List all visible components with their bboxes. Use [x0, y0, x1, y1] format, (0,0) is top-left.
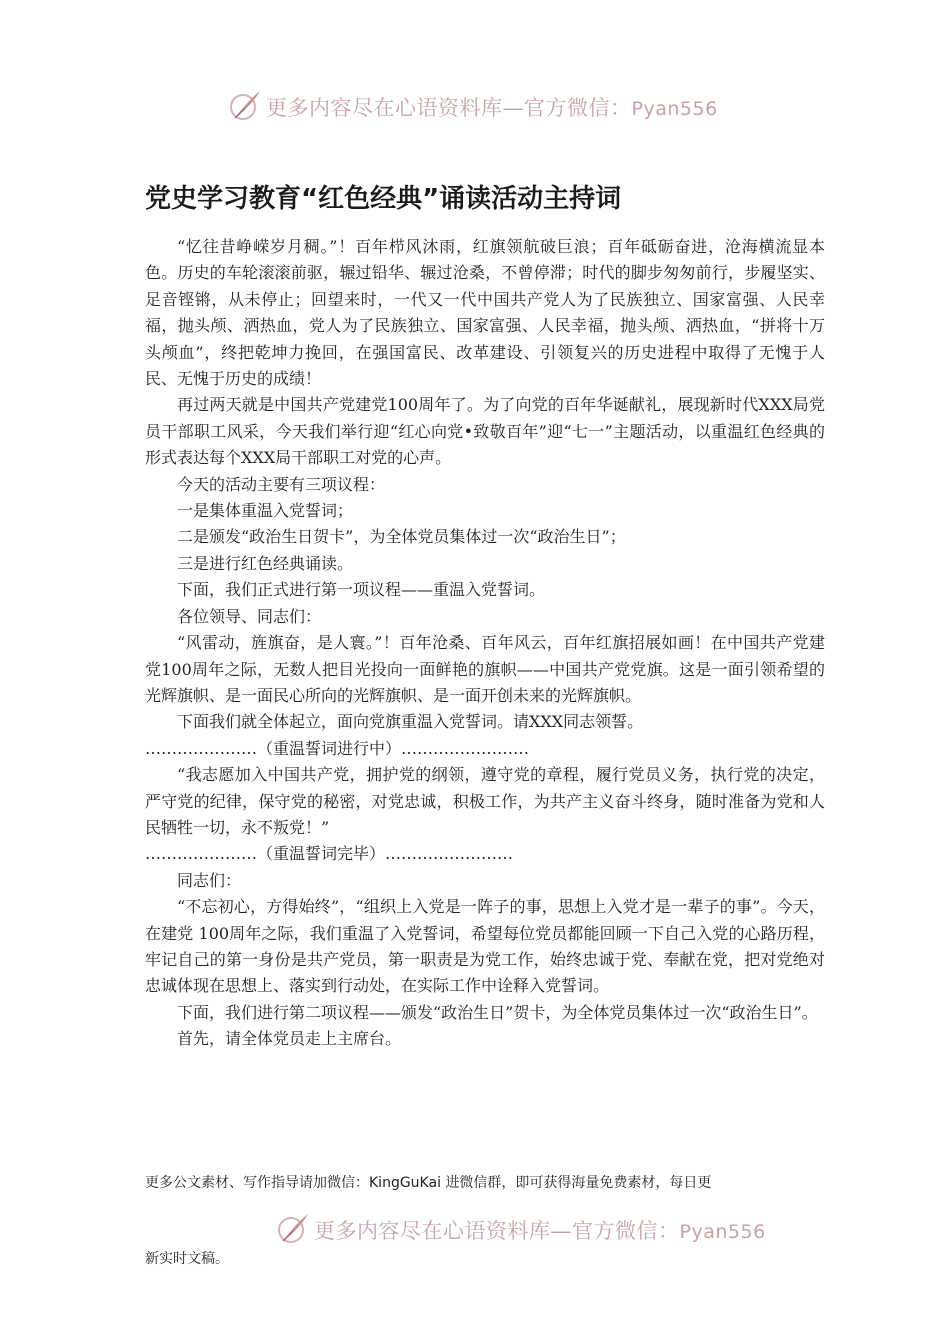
watermark-text: 更多内容尽在心语资料库—官方微信：Pyan556 [314, 1219, 766, 1243]
watermark-banner-top [0, 86, 950, 126]
paragraph: “忆往昔峥嵘岁月稠。”！百年栉风沐雨，红旗领航破巨浪；百年砥砺奋进，沧海横流显本色。历史的车轮滚滚前驱，辗过铅华、辗过沧桑，不曾停滞；时代的脚步匆匆前行，步履坚实、足音铿锵，从未停止；回望来时，一代又一代中国共产党人为了民族独立、国家富强、人民幸福，抛头颅、洒热血，党人为了民族独立、国家富强、人民幸福，抛头颅、洒热血，“拼将十万头颅血”，终把乾坤力挽回，在强国富民、改革建设、引领复兴的历史进程中取得了无愧于人民、无愧于历史的成绩！ [145, 237, 825, 389]
watermark-banner-bottom [0, 1209, 950, 1249]
wechat-id: Pyan556 [631, 98, 718, 120]
wechat-id: Pyan556 [679, 1221, 766, 1243]
page-title: 党史学习教育“红色经典”诵读活动主持词 [145, 184, 622, 214]
paragraph: “不忘初心，方得始终”，“组织上入党是一阵子的事，思想上入党才是一辈子的事”。今天，在建党 100周年之际，我们重温了入党誓词，希望每位党员都能回顾一下自己入党的心路历程，牢记自己的第一身份是共产党员，第一职责是为党工作，始终忠诚于党、奉献在党，把对党绝对忠诚体现在思想上、落实到行动处，在实际工作中诠释入党誓词。 [145, 897, 825, 996]
oath-text: “我志愿加入中国共产党，拥护党的纲领，遵守党的章程，履行党员义务，执行党的决定，严守党的纪律，保守党的秘密，对党忠诚，积极工作，为共产主义奋斗终身，随时准备为党和人民牺牲一切，永不叛党！” [145, 765, 825, 837]
paragraph: 今天的活动主要有三项议程： [177, 474, 386, 494]
footer-note: 更多公文素材、写作指导请加微信：KingGuKai 进微信群，即可获得海量免费素材，每日更 [145, 1175, 712, 1191]
footer-note-continued: 新实时文稿。 [145, 1251, 229, 1267]
paragraph: 一是集体重温入党誓词； [177, 501, 354, 521]
watermark-text: 更多内容尽在心语资料库—官方微信：Pyan556 [266, 96, 718, 120]
paragraph: 各位领导、同志们： [177, 606, 322, 626]
paragraph: 同志们： [177, 870, 242, 890]
paragraph: 再过两天就是中国共产党建党100周年了。为了向党的百年华诞献礼，展现新时代XXX局党员干部职工风采，今天我们举行迎“红心向党•致敬百年”迎“七一”主题活动，以重温红色经典的形式表达每个XXX局干部职工对党的心声。 [145, 395, 825, 468]
document-body [145, 234, 825, 1053]
paragraph: 三是进行红色经典诵读。 [177, 553, 354, 573]
paragraph: 二是颁发“政治生日贺卡”，为全体党员集体过一次“政治生日”； [177, 527, 626, 547]
paragraph: 下面，我们正式进行第一项议程——重温入党誓词。 [177, 580, 546, 600]
paragraph: 下面，我们进行第二项议程——颁发“政治生日”贺卡，为全体党员集体过一次“政治生日”。 [177, 1002, 818, 1022]
quill-logo-icon [275, 1211, 311, 1247]
paragraph: 首先，请全体党员走上主席台。 [177, 1029, 402, 1049]
oath-in-progress-divider: …………………（重温誓词进行中）…………………… [145, 738, 530, 758]
paragraph: “风雷动，旌旗奋，是人寰。”！百年沧桑、百年风云，百年红旗招展如画！在中国共产党建党100周年之际，无数人把目光投向一面鲜艳的旗帜——中国共产党党旗。这是一面引领希望的光辉旗帜、是一面民心所向的光辉旗帜、是一面开创未来的光辉旗帜。 [145, 633, 825, 705]
quill-logo-icon [227, 88, 263, 124]
paragraph: 下面我们就全体起立，面向党旗重温入党誓词。请XXX同志领誓。 [177, 712, 644, 732]
oath-done-divider: …………………（重温誓词完毕）…………………… [145, 844, 514, 864]
